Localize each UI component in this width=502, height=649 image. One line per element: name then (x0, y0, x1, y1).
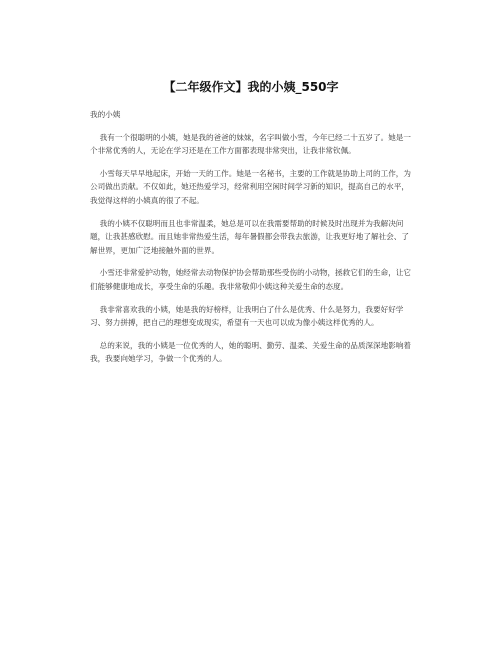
document-subtitle: 我的小姨 (90, 110, 121, 119)
paragraph-3: 我的小姨不仅聪明而且也非常温柔，她总是可以在我需要帮助的时候及时出现并为我解决问题，让我甚感欣慰。而且她非常热爱生活，每年暑假都会带我去旅游，让我更好地了解社会、了解世界，更加广泛地接触外面的世界。 (90, 218, 409, 255)
paragraph-2: 小雪每天早早地起床，开始一天的工作。她是一名秘书，主要的工作就是协助上司的工作，为公司做出贡献。不仅如此，她还热爱学习，经常利用空闲时间学习新的知识，提高自己的水平，我觉得这样的小姨真的很了不起。 (90, 168, 411, 205)
document-title: 【二年级作文】我的小姨_550字 (163, 80, 339, 94)
paragraph-6: 总的来说，我的小姨是一位优秀的人，她的聪明、勤劳、温柔、关爱生命的品质深深地影响着我，我要向她学习，争做一个优秀的人。 (90, 340, 411, 364)
paragraph-1: 我有一个很聪明的小姨，她是我的爸爸的妹妹，名字叫做小雪，今年已经二十五岁了。她是一个非常优秀的人，无论在学习还是在工作方面都表现非常突出，让我非常钦佩。 (90, 132, 411, 156)
paragraph-5: 我非常喜欢我的小姨，她是我的好榜样，让我明白了什么是优秀、什么是努力，我要好好学习、努力拼搏，把自己的理想变成现实，希望有一天也可以成为像小姨这样优秀的人。 (90, 304, 404, 328)
paragraph-4: 小雪还非常爱护动物，她经常去动物保护协会帮助那些受伤的小动物，拯救它们的生命，让它们能够健康地成长，享受生命的乐趣。我非常敬仰小姨这种关爱生命的态度。 (90, 268, 411, 291)
document-body (90, 108, 412, 375)
